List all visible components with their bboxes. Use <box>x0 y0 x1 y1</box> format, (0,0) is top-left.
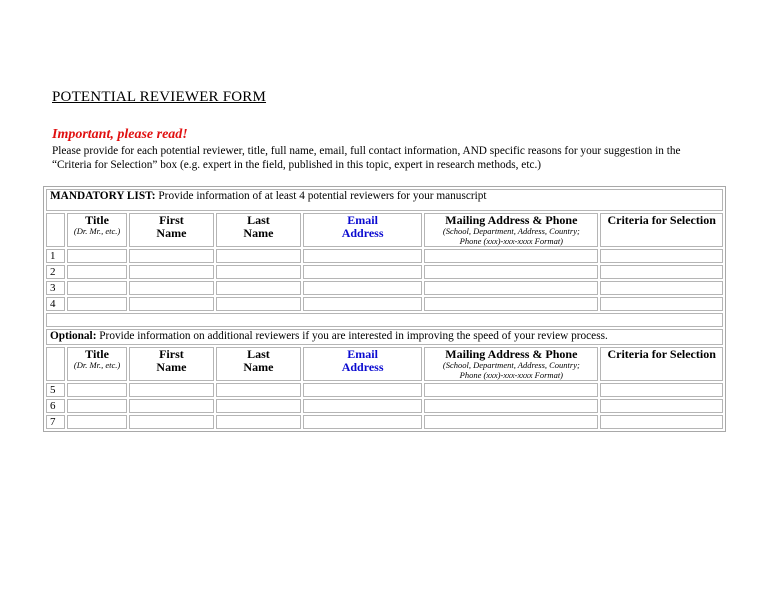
form-title: POTENTIAL REVIEWER FORM <box>52 89 267 105</box>
email-cell[interactable] <box>303 399 422 413</box>
mailing-cell[interactable] <box>424 383 598 397</box>
criteria-cell[interactable] <box>600 383 723 397</box>
title-column-subtext: (Dr. Mr., etc.) <box>73 360 121 370</box>
first-name-cell[interactable] <box>129 281 214 295</box>
title-column-header: Title (Dr. Mr., etc.) <box>67 213 127 247</box>
section-spacer-row <box>46 313 723 327</box>
reviewer-table <box>43 186 726 432</box>
table-row <box>46 383 723 397</box>
first-name-cell[interactable] <box>129 383 214 397</box>
last-name-column-header: Last Name <box>216 213 301 247</box>
table-row <box>46 399 723 413</box>
email-column-header: Email Address <box>303 347 422 381</box>
last-name-cell[interactable] <box>216 383 301 397</box>
title-cell[interactable] <box>67 383 127 397</box>
row-number: 1 <box>46 249 65 263</box>
criteria-cell[interactable] <box>600 265 723 279</box>
optional-section-header <box>46 329 723 345</box>
table-row <box>46 297 723 311</box>
mailing-cell[interactable] <box>424 399 598 413</box>
first-name-column-header: First Name <box>129 347 214 381</box>
criteria-column-header: Criteria for Selection <box>600 347 723 381</box>
email-cell[interactable] <box>303 297 422 311</box>
row-number: 2 <box>46 265 65 279</box>
first-name-cell[interactable] <box>129 415 214 429</box>
mailing-cell[interactable] <box>424 249 598 263</box>
row-number: 3 <box>46 281 65 295</box>
criteria-cell[interactable] <box>600 297 723 311</box>
intro-text: Please provide for each potential reviewer, title, full name, email, full contact information, AND specific reasons for your suggestion in the “Criteria for Selection” box (e.g. expert in the field, published in this topic, expert in research methods, etc.) <box>52 145 681 171</box>
title-cell[interactable] <box>67 265 127 279</box>
title-cell[interactable] <box>67 415 127 429</box>
criteria-cell[interactable] <box>600 249 723 263</box>
email-column-header: Email Address <box>303 213 422 247</box>
criteria-cell[interactable] <box>600 399 723 413</box>
mandatory-column-headers <box>46 213 723 247</box>
mailing-cell[interactable] <box>424 297 598 311</box>
last-name-cell[interactable] <box>216 265 301 279</box>
title-column-header: Title (Dr. Mr., etc.) <box>67 347 127 381</box>
mailing-cell[interactable] <box>424 415 598 429</box>
email-cell[interactable] <box>303 415 422 429</box>
row-number: 6 <box>46 399 65 413</box>
mandatory-section-header <box>46 189 723 211</box>
mailing-cell[interactable] <box>424 265 598 279</box>
first-name-cell[interactable] <box>129 249 214 263</box>
table-row <box>46 415 723 429</box>
last-name-cell[interactable] <box>216 281 301 295</box>
optional-column-headers <box>46 347 723 381</box>
row-number: 4 <box>46 297 65 311</box>
title-cell[interactable] <box>67 297 127 311</box>
title-cell[interactable] <box>67 249 127 263</box>
table-row <box>46 249 723 263</box>
mailing-column-header: Mailing Address & Phone (School, Department, Address, Country; Phone (xxx)-xxx-xxxx Format) <box>424 347 598 381</box>
title-cell[interactable] <box>67 399 127 413</box>
criteria-cell[interactable] <box>600 281 723 295</box>
row-number: 5 <box>46 383 65 397</box>
last-name-cell[interactable] <box>216 399 301 413</box>
title-column-subtext: (Dr. Mr., etc.) <box>73 226 121 236</box>
last-name-column-header: Last Name <box>216 347 301 381</box>
row-number: 7 <box>46 415 65 429</box>
title-cell[interactable] <box>67 281 127 295</box>
mandatory-label: MANDATORY LIST: <box>50 190 156 202</box>
first-name-cell[interactable] <box>129 297 214 311</box>
last-name-cell[interactable] <box>216 297 301 311</box>
table-row <box>46 265 723 279</box>
number-column-header <box>46 347 65 381</box>
email-cell[interactable] <box>303 265 422 279</box>
email-cell[interactable] <box>303 249 422 263</box>
table-row <box>46 281 723 295</box>
optional-label: Optional: <box>50 330 97 342</box>
mandatory-text: Provide information of at least 4 potential reviewers for your manuscript <box>155 190 487 202</box>
mailing-cell[interactable] <box>424 281 598 295</box>
last-name-cell[interactable] <box>216 249 301 263</box>
criteria-cell[interactable] <box>600 415 723 429</box>
email-cell[interactable] <box>303 383 422 397</box>
email-cell[interactable] <box>303 281 422 295</box>
first-name-cell[interactable] <box>129 265 214 279</box>
mailing-column-header: Mailing Address & Phone (School, Department, Address, Country; Phone (xxx)-xxx-xxxx Format) <box>424 213 598 247</box>
first-name-cell[interactable] <box>129 399 214 413</box>
optional-text: Provide information on additional reviewers if you are interested in improving the speed of your review process. <box>96 330 608 342</box>
first-name-column-header: First Name <box>129 213 214 247</box>
criteria-column-header: Criteria for Selection <box>600 213 723 247</box>
important-notice: Important, please read! <box>52 127 188 142</box>
last-name-cell[interactable] <box>216 415 301 429</box>
number-column-header <box>46 213 65 247</box>
